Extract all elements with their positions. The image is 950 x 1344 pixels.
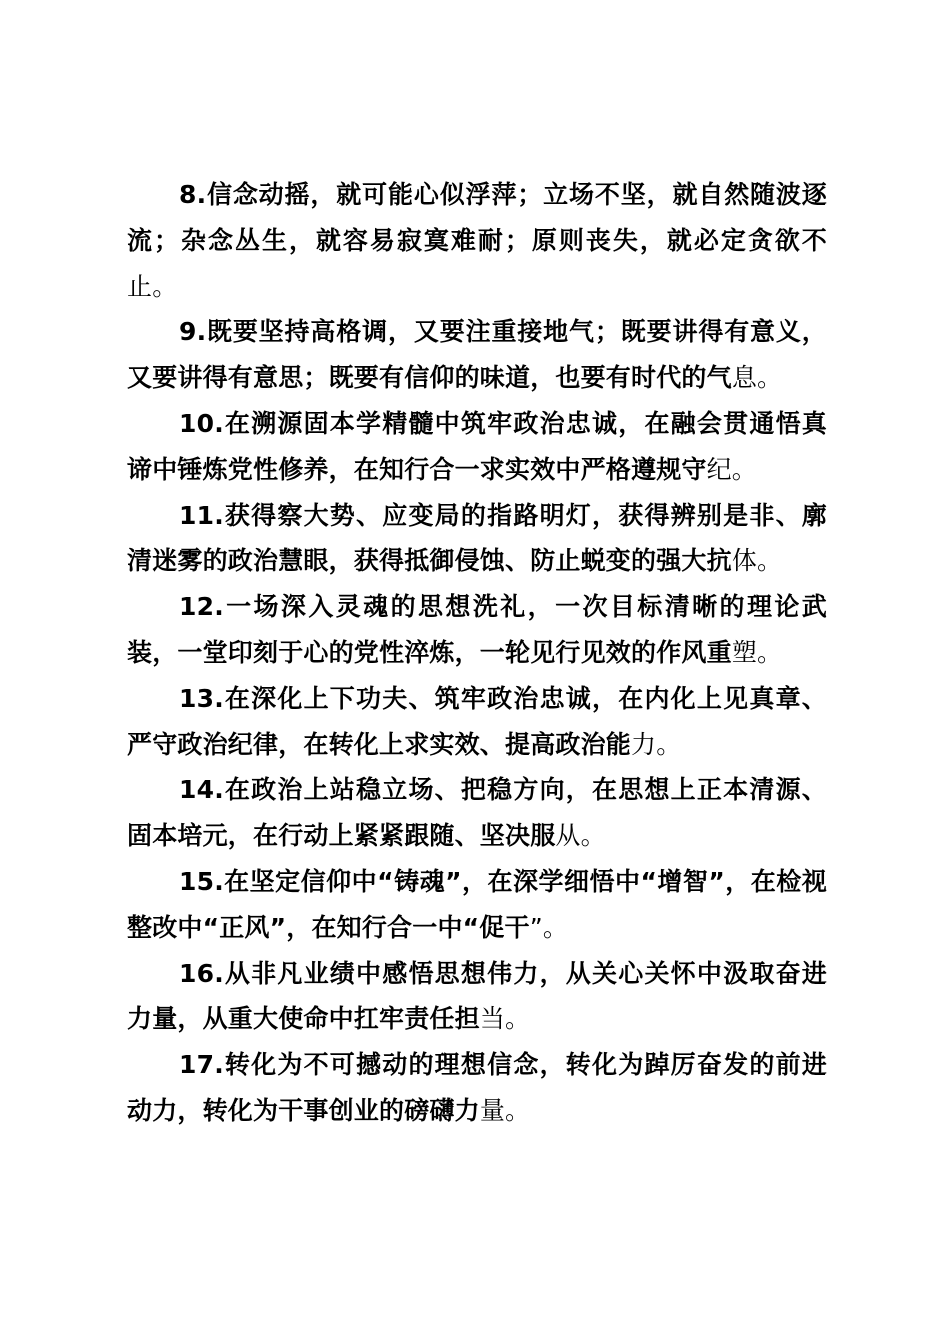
paragraph-tail: 息。: [731, 363, 783, 393]
paragraph-text: 13.在深化上下功夫、筑牢政治忠诚，在内化上见真章、严守政治纪律，在转化上求实效、提高政治能: [127, 683, 827, 759]
paragraph-text: 8.信念动摇，就可能心似浮萍；立场不坚，就自然随波逐流；杂念丛生，就容易寂寞难耐；原则丧失，就必定贪欲不: [127, 180, 827, 255]
paragraph-text: 11.获得察大势、应变局的指路明灯，获得辨别是非、廓清迷雾的政治慧眼，获得抵御侵蚀、防止蜕变的强大抗: [127, 500, 827, 576]
paragraph-tail: 纪。: [706, 454, 758, 484]
paragraph-14: [127, 767, 827, 859]
document-body: [127, 172, 827, 1134]
paragraph-tail: 止。: [127, 271, 178, 301]
paragraph-tail: 塑。: [731, 637, 783, 667]
paragraph-tail: 力。: [631, 729, 682, 759]
paragraph-15: [127, 859, 827, 951]
paragraph-text: 10.在溯源固本学精髓中筑牢政治忠诚，在融会贯通悟真谛中锤炼党性修养，在知行合一求实效中严格遵规守: [127, 408, 827, 484]
paragraph-11: [127, 493, 827, 585]
paragraph-12: [127, 584, 827, 676]
paragraph-text: 12.一场深入灵魂的思想洗礼，一次目标清晰的理论武装，一堂印刻于心的党性淬炼，一轮见行见效的作风重: [127, 592, 827, 667]
paragraph-13: [127, 676, 827, 768]
paragraph-16: [127, 951, 827, 1043]
paragraph-tail: 当。: [479, 1004, 531, 1034]
paragraph-9: [127, 309, 827, 401]
paragraph-17: [127, 1042, 827, 1134]
paragraph-tail: 量。: [479, 1095, 531, 1125]
paragraph-text: 9.既要坚持高格调，又要注重接地气；既要讲得有意义，又要讲得有意思；既要有信仰的味道，也要有时代的气: [127, 317, 827, 393]
paragraph-text: 16.从非凡业绩中感悟思想伟力，从关心关怀中汲取奋进力量，从重大使命中扛牢责任担: [127, 958, 827, 1034]
paragraph-tail: 体。: [731, 546, 783, 576]
paragraph-tail: 从。: [555, 821, 606, 851]
paragraph-tail: ”。: [529, 912, 569, 942]
paragraph-text: 15.在坚定信仰中“铸魂”，在深学细悟中“增智”，在检视整改中“正风”，在知行合一中“促干: [127, 866, 827, 942]
paragraph-text: 17.转化为不可撼动的理想信念，转化为踔厉奋发的前进动力，转化为干事创业的磅礴力: [127, 1050, 827, 1125]
paragraph-8: [127, 172, 827, 309]
paragraph-10: [127, 401, 827, 493]
paragraph-text: 14.在政治上站稳立场、把稳方向，在思想上正本清源、固本培元，在行动上紧紧跟随、坚决服: [127, 775, 827, 851]
